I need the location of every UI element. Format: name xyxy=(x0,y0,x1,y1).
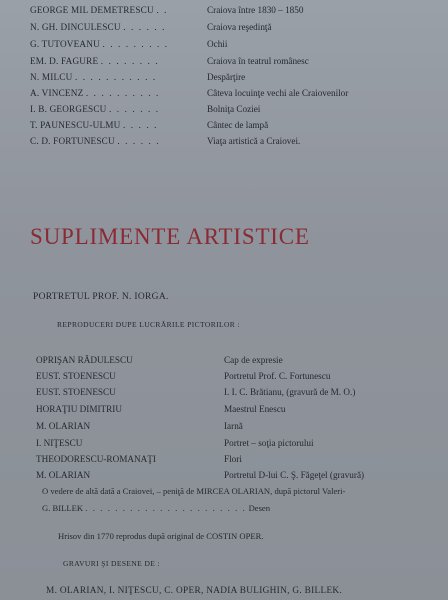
contents-work: Ochii xyxy=(207,39,228,49)
reproduction-painter: OPRIŞAN RĂDULESCU xyxy=(36,355,133,365)
contents-row xyxy=(30,136,160,146)
reproduction-work: Flori xyxy=(224,454,242,464)
reproduction-work: Portretul D-lui C. Ş. Făgeţel (gravură) xyxy=(224,470,365,480)
contents-work: Craiova în teatrul românesc xyxy=(207,56,309,66)
contents-author: EM. D. FAGURE xyxy=(30,56,99,66)
reproduction-work: Maestrul Enescu xyxy=(224,404,286,414)
contents-author: A. VINCENZ xyxy=(30,88,84,98)
contents-work: Craiova reşedinţă xyxy=(207,22,272,32)
contents-dots: . . . . . . . . . . . xyxy=(74,72,157,82)
reproduction-painter: EUST. STOENESCU xyxy=(36,387,116,397)
contents-work: Craiova între 1830 – 1850 xyxy=(207,5,304,15)
portrait-line: PORTRETUL PROF. N. IORGA. xyxy=(33,292,169,302)
engravers-list: M. OLARIAN, I. NIŢESCU, C. OPER, NADIA BULIGHIN, G. BILLEK. xyxy=(46,586,343,596)
contents-dots: . . . . . . . . xyxy=(100,56,160,66)
reproduction-work: I. I. C. Brătianu, (gravură de M. O.) xyxy=(224,387,356,397)
reproduction-painter: I. NIŢESCU xyxy=(36,438,83,448)
contents-row xyxy=(30,72,157,82)
contents-author: G. TUTOVEANU xyxy=(30,39,100,49)
contents-dots: . . . . . . . . . xyxy=(102,39,169,49)
contents-author: I. B. GEORGESCU xyxy=(30,104,107,114)
note-billek-row xyxy=(42,503,270,513)
note-billek-author: G. BILLEK xyxy=(42,503,84,513)
reproduction-work: Iarnă xyxy=(224,421,243,431)
reproduction-painter: EUST. STOENESCU xyxy=(36,371,116,381)
contents-work: Câteva locuinţe vechi ale Craiovenilor xyxy=(207,88,349,98)
contents-work: Viaţa artistică a Craiovei. xyxy=(207,136,301,146)
contents-row xyxy=(30,56,159,66)
reproduction-work: Cap de expresie xyxy=(224,355,283,365)
contents-author: GEORGE MIL DEMETRESCU xyxy=(30,5,154,15)
contents-row xyxy=(30,104,160,114)
reproduction-work: Portret – soţia pictorului xyxy=(224,438,314,448)
contents-author: N. MILCU xyxy=(30,72,73,82)
reproductions-heading: REPRODUCERI DUPE LUCRĂRILE PICTORILOR : xyxy=(57,320,240,329)
reproduction-painter: THEODORESCU-ROMANAŢI xyxy=(36,454,156,464)
note-vedere: O vedere de altă dată a Craiovei, – peniţă de MIRCEA OLARIAN, după pictorul Valeri- xyxy=(42,486,346,496)
reproduction-painter: HORAŢIU DIMITRIU xyxy=(36,404,122,414)
note-hrisov: Hrisov din 1770 reprodus după original de COSTIN OPER. xyxy=(58,531,264,541)
contents-author: N. GH. DINCULESCU xyxy=(30,22,121,32)
contents-dots: . . . . . . xyxy=(123,22,167,32)
note-billek-dots: . . . . . . . . . . . . . . . . . . . . . . xyxy=(85,503,247,513)
reproduction-painter: M. OLARIAN xyxy=(36,421,91,431)
section-title: SUPLIMENTE ARTISTICE xyxy=(30,224,310,249)
contents-author: T. PAUNESCU-ULMU xyxy=(30,120,121,130)
contents-dots: . . . . . xyxy=(123,120,159,130)
contents-row xyxy=(30,22,166,32)
contents-work: Despărţire xyxy=(207,72,246,82)
contents-row xyxy=(30,39,169,49)
contents-work: Cântec de lampă xyxy=(207,120,269,130)
contents-row xyxy=(30,88,160,98)
contents-dots: . . xyxy=(156,5,169,15)
contents-work: Bolniţa Coziei xyxy=(207,104,261,114)
engravings-heading: GRAVURI ŞI DESENE DE : xyxy=(63,559,160,568)
contents-row xyxy=(30,5,168,15)
contents-dots: . . . . . . . . . . xyxy=(85,88,160,98)
contents-author: C. D. FORTUNESCU xyxy=(30,136,115,146)
note-billek-work: Desen xyxy=(248,503,271,513)
reproduction-work: Portretul Prof. C. Fortunescu xyxy=(224,371,331,381)
contents-dots: . . . . . . . xyxy=(109,104,160,114)
contents-dots: . . . . . . xyxy=(117,136,161,146)
contents-row xyxy=(30,120,158,130)
reproduction-painter: M. OLARIAN xyxy=(36,470,91,480)
